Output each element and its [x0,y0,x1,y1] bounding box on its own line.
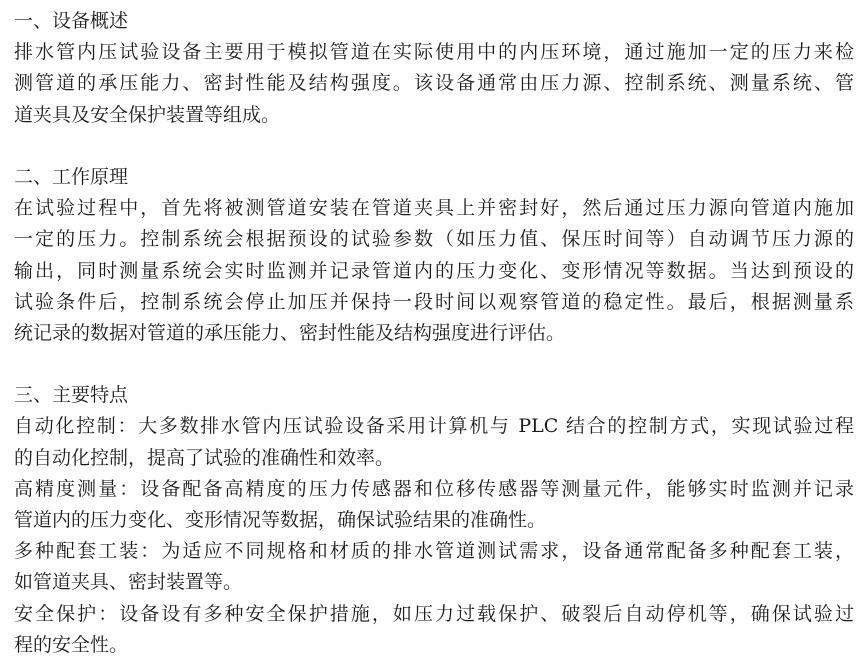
paragraph-line: 管道内的压力变化、变形情况等数据，确保试验结果的准确性。 [14,509,547,531]
paragraph-line: 排水管内压试验设备主要用于模拟管道在实际使用中的内压环境，通过施加一定的压力来检 [14,41,854,64]
paragraph-line: 道夹具及安全保护装置等组成。 [14,103,281,126]
paragraph-line: 安全保护：设备设有多种安全保护措施，如压力过载保护、破裂后自动停机等，确保试验过 [14,602,854,625]
paragraph-line: 的自动化控制，提高了试验的准确性和效率。 [14,446,395,469]
document-body [14,6,854,661]
blank-line [14,349,854,380]
paragraph-line: 程的安全性。 [14,633,129,656]
section-heading-overview: 一、设备概述 [14,10,129,32]
section-heading-features: 三、主要特点 [14,384,129,407]
paragraph-line: 统记录的数据对管道的承压能力、密封性能及结构强度进行评估。 [14,321,566,344]
paragraph-line: 在试验过程中，首先将被测管道安装在管道夹具上并密封好，然后通过压力源向管道内施加 [14,197,854,220]
section-heading-principle: 二、工作原理 [14,165,129,188]
paragraph-line: 如管道夹具、密封装置等。 [14,571,243,594]
paragraph-line: 多种配套工装：为适应不同规格和材质的排水管道测试需求，设备通常配备多种配套工装， [14,540,854,563]
blank-line [14,131,854,162]
paragraph-line: 高精度测量：设备配备高精度的压力传感器和位移传感器等测量元件，能够实时监测并记录 [14,477,854,500]
paragraph-line: 测管道的承压能力、密封性能及结构强度。该设备通常由压力源、控制系统、测量系统、管 [14,72,854,95]
paragraph-line: 自动化控制：大多数排水管内压试验设备采用计算机与 PLC 结合的控制方式，实现试验过程 [14,415,854,438]
paragraph-line: 试验条件后，控制系统会停止加压并保持一段时间以观察管道的稳定性。最后，根据测量系 [14,290,854,313]
paragraph-line: 一定的压力。控制系统会根据预设的试验参数（如压力值、保压时间等）自动调节压力源的 [14,228,854,251]
paragraph-line: 输出，同时测量系统会实时监测并记录管道内的压力变化、变形情况等数据。当达到预设的 [14,259,854,282]
